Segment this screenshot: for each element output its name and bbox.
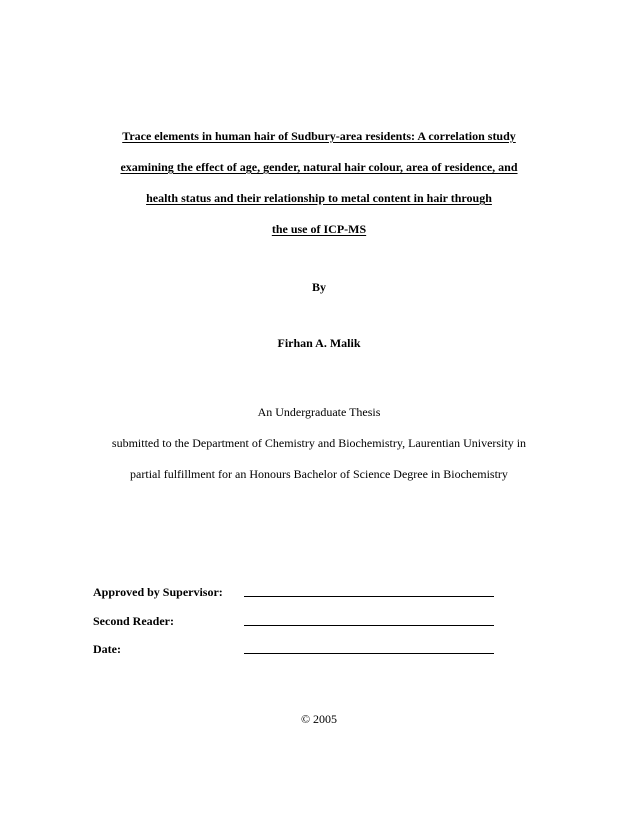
- second-reader-label: Second Reader:: [93, 614, 174, 628]
- date-signature-line: [244, 653, 494, 654]
- author-name: Firhan A. Malik: [277, 336, 361, 350]
- date-label: Date:: [93, 642, 121, 656]
- title-line-2: examining the effect of age, gender, natural hair colour, area of residence, and: [120, 160, 518, 174]
- supervisor-label: Approved by Supervisor:: [93, 585, 223, 599]
- thesis-type: An Undergraduate Thesis: [257, 405, 381, 419]
- submission-line-1: submitted to the Department of Chemistry and Biochemistry, Laurentian University in: [111, 436, 527, 450]
- title-line-1: Trace elements in human hair of Sudbury-area residents: A correlation study: [122, 129, 516, 143]
- second-reader-signature-line: [244, 625, 494, 626]
- by-label: By: [311, 280, 326, 294]
- title-line-3: health status and their relationship to metal content in hair through: [146, 191, 492, 205]
- supervisor-signature-line: [244, 596, 494, 597]
- copyright-notice: © 2005: [300, 712, 338, 726]
- submission-line-2: partial fulfillment for an Honours Bachelor of Science Degree in Biochemistry: [130, 467, 508, 481]
- title-line-4: the use of ICP-MS: [271, 222, 367, 236]
